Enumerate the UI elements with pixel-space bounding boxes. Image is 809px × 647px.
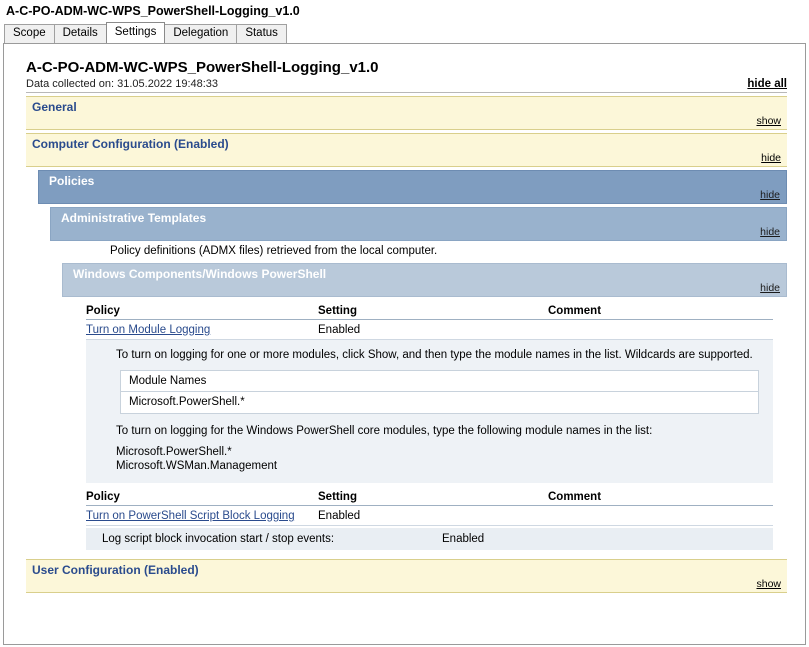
core-module-2: Microsoft.WSMan.Management — [116, 460, 278, 472]
script-block-detail-value: Enabled — [442, 533, 485, 545]
policy-detail-script-block-logging — [86, 528, 773, 550]
policy-comment-script-block-logging — [548, 510, 773, 522]
column-header-policy-2: Policy — [86, 491, 120, 503]
module-logging-description: To turn on logging for one or more modules, click Show, and then type the module names in the list. Wildcards are supported. — [116, 349, 753, 361]
policy-link-module-logging[interactable]: Turn on Module Logging — [86, 324, 211, 336]
script-block-detail-key: Log script block invocation start / stop events: — [102, 533, 335, 545]
tab-details[interactable]: Details — [54, 24, 107, 43]
policy-setting-module-logging: Enabled — [318, 324, 361, 336]
column-header-setting-2: Setting — [318, 491, 357, 503]
section-general[interactable] — [26, 96, 787, 130]
section-policies[interactable] — [38, 170, 787, 204]
report-title: A-C-PO-ADM-WC-WPS_PowerShell-Logging_v1.0 — [26, 59, 379, 76]
section-administrative-templates[interactable] — [50, 207, 787, 241]
report-pane — [3, 43, 806, 645]
section-computer-configuration[interactable] — [26, 133, 787, 167]
core-modules-note: To turn on logging for the Windows PowerShell core modules, type the following module names in the list: — [116, 425, 653, 437]
hide-all-link[interactable]: hide all — [747, 78, 787, 90]
window-title: A-C-PO-ADM-WC-WPS_PowerShell-Logging_v1.0 — [0, 0, 809, 23]
tab-delegation[interactable]: Delegation — [164, 24, 237, 43]
section-administrative-templates-toggle[interactable]: hide — [760, 226, 780, 238]
section-user-configuration-toggle[interactable]: show — [756, 578, 781, 590]
tab-scope[interactable]: Scope — [4, 24, 55, 43]
policy-table-module-logging — [86, 305, 773, 483]
policy-detail-module-logging — [86, 340, 773, 483]
section-user-configuration[interactable] — [26, 559, 787, 593]
policy-setting-script-block-logging: Enabled — [318, 510, 361, 522]
tab-strip — [0, 23, 809, 43]
section-administrative-templates-label: Administrative Templates — [61, 211, 207, 225]
section-policies-toggle[interactable]: hide — [760, 189, 780, 201]
policy-table-header-2 — [86, 491, 773, 506]
column-header-comment-2: Comment — [548, 491, 602, 503]
policy-link-script-block-logging[interactable]: Turn on PowerShell Script Block Logging — [86, 510, 295, 522]
table-row — [86, 320, 773, 340]
section-windows-powershell-toggle[interactable]: hide — [760, 282, 780, 294]
tab-status[interactable]: Status — [236, 24, 287, 43]
policy-table-header — [86, 305, 773, 320]
data-collected-text: Data collected on: 31.05.2022 19:48:33 — [26, 78, 219, 90]
report-subheader — [26, 78, 787, 93]
table-row — [86, 506, 773, 526]
column-header-policy: Policy — [86, 305, 120, 317]
tab-settings[interactable]: Settings — [106, 22, 166, 43]
section-general-toggle[interactable]: show — [756, 115, 781, 127]
section-user-configuration-label: User Configuration (Enabled) — [32, 563, 199, 577]
section-windows-powershell[interactable] — [62, 263, 787, 297]
module-names-table — [120, 370, 759, 414]
module-names-header: Module Names — [121, 371, 758, 392]
core-module-1: Microsoft.PowerShell.* — [116, 446, 232, 458]
policy-table-script-block-logging — [86, 491, 773, 550]
policy-comment-module-logging — [548, 324, 773, 336]
admx-note: Policy definitions (ADMX files) retrieved from the local computer. — [62, 241, 787, 260]
column-header-setting: Setting — [318, 305, 357, 317]
section-policies-label: Policies — [49, 174, 95, 188]
module-names-value: Microsoft.PowerShell.* — [129, 396, 245, 408]
section-windows-powershell-label: Windows Components/Windows PowerShell — [73, 267, 327, 281]
column-header-comment: Comment — [548, 305, 602, 317]
section-computer-configuration-label: Computer Configuration (Enabled) — [32, 137, 229, 151]
section-computer-configuration-toggle[interactable]: hide — [761, 152, 781, 164]
section-general-label: General — [32, 100, 77, 114]
